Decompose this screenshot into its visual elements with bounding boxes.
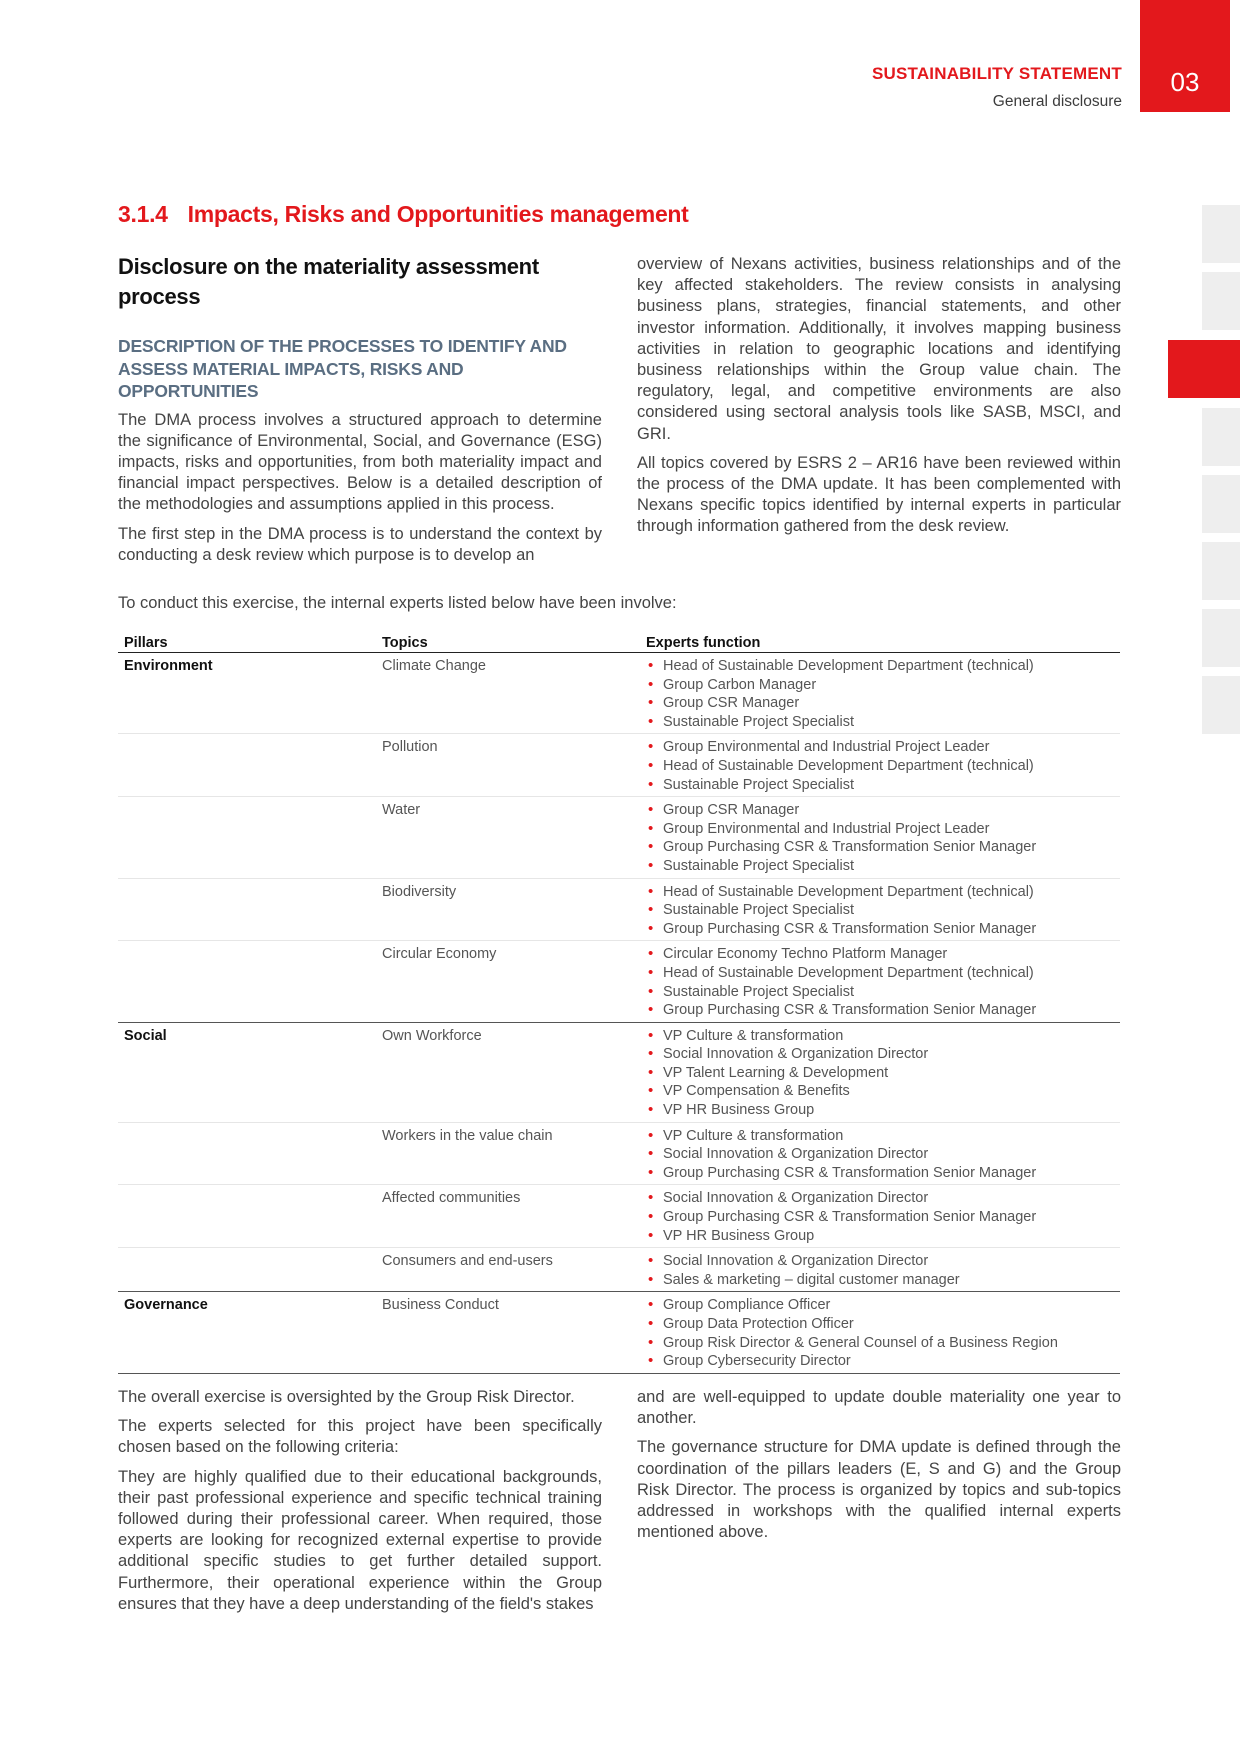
section-title xyxy=(118,201,689,228)
right-column-top xyxy=(637,254,1121,546)
table-body xyxy=(118,653,1120,1374)
subsection-subheading: DESCRIPTION OF THE PROCESSES TO IDENTIFY AND ASSESS MATERIAL IMPACTS, RISKS AND OPPORTUNITIES xyxy=(118,336,567,401)
topic-cell: Affected communities xyxy=(382,1190,521,1207)
experts-list xyxy=(646,1127,1120,1183)
topic-cell: Biodiversity xyxy=(382,883,457,900)
pillar-cell xyxy=(118,801,382,875)
side-tab-5 xyxy=(1202,475,1240,533)
experts-list xyxy=(646,945,1120,1019)
left-column-bottom xyxy=(118,1387,602,1623)
expert-list-item: • Group Purchasing CSR & Transformation Senior Manager xyxy=(646,1164,1120,1183)
pillar-cell: Environment xyxy=(124,658,213,674)
pillar-group xyxy=(118,653,1120,1023)
table-row xyxy=(118,879,1120,942)
expert-list-item: • Sustainable Project Specialist xyxy=(646,983,1120,1002)
table-row xyxy=(118,1185,1120,1248)
side-tab-active xyxy=(1168,340,1240,398)
experts-list xyxy=(646,1189,1120,1245)
topic-cell: Climate Change xyxy=(382,658,486,674)
expert-list-item: • VP Culture & transformation xyxy=(646,1127,1120,1146)
paragraph: The overall exercise is oversighted by the Group Risk Director. xyxy=(118,1388,575,1406)
topic-cell: Pollution xyxy=(382,739,438,756)
right-column-bottom xyxy=(637,1387,1121,1551)
running-header-subtitle: General disclosure xyxy=(992,93,1122,110)
experts-list xyxy=(646,801,1120,875)
pillar-cell xyxy=(118,883,382,939)
paragraph: They are highly qualified due to their educational backgrounds, their past professional experience and specific technical training followed during their professional career. When required, those experts are looking for recognized external expertise to provide additional specific studies to get further detailed support. Furthermore, their operational experience within the Group ensures that they have a deep understanding of the field's stakes xyxy=(118,1467,602,1613)
experts-list xyxy=(646,1296,1120,1370)
pillar-group xyxy=(118,1023,1120,1293)
paragraph: The governance structure for DMA update is defined through the coordination of the pillars leaders (E, S and G) and the Group Risk Director. The process is organized by topics and sub-topics addressed in workshops with the qualified internal experts mentioned above. xyxy=(637,1438,1121,1542)
table-intro: To conduct this exercise, the internal experts listed below have been involve: xyxy=(118,594,677,612)
expert-list-item: • Head of Sustainable Development Department (technical) xyxy=(646,657,1120,676)
expert-list-item: • Group Purchasing CSR & Transformation Senior Manager xyxy=(646,1001,1120,1020)
expert-list-item: • VP HR Business Group xyxy=(646,1227,1120,1246)
table-row xyxy=(118,734,1120,797)
chapter-number: 03 xyxy=(1170,67,1200,97)
column-header-topics: Topics xyxy=(382,635,428,651)
expert-list-item: • Social Innovation & Organization Director xyxy=(646,1045,1120,1064)
side-tab-8 xyxy=(1202,676,1240,734)
expert-list-item: • Head of Sustainable Development Department (technical) xyxy=(646,757,1120,776)
expert-list-item: • Social Innovation & Organization Director xyxy=(646,1252,1120,1271)
expert-list-item: • VP Compensation & Benefits xyxy=(646,1082,1120,1101)
experts-cell xyxy=(646,801,1120,875)
expert-list-item: • VP Culture & transformation xyxy=(646,1027,1120,1046)
expert-list-item: • Sustainable Project Specialist xyxy=(646,857,1120,876)
side-tab-1 xyxy=(1202,205,1240,263)
expert-list-item: • Sales & marketing – digital customer manager xyxy=(646,1271,1120,1290)
left-column-top xyxy=(118,252,602,574)
side-tab-2 xyxy=(1202,272,1240,330)
experts-list xyxy=(646,1027,1120,1120)
table-row xyxy=(118,653,1120,734)
paragraph: All topics covered by ESRS 2 – AR16 have been reviewed within the process of the DMA update. It has been complemented with Nexans specific topics identified by internal experts in particular through information gathered from the desk review. xyxy=(637,453,1121,536)
expert-list-item: • Group Cybersecurity Director xyxy=(646,1352,1120,1371)
subsection-heading: Disclosure on the materiality assessment process xyxy=(118,254,539,309)
experts-cell xyxy=(646,1252,1120,1289)
expert-list-item: • VP Talent Learning & Development xyxy=(646,1064,1120,1083)
table-row xyxy=(118,1292,1120,1372)
table-row xyxy=(118,1248,1120,1291)
running-header-title: SUSTAINABILITY STATEMENT xyxy=(871,64,1122,83)
paragraph: The DMA process involves a structured approach to determine the significance of Environmental, Social, and Governance (ESG) impacts, risks and opportunities, from both materiality impact and financial impact perspectives. Below is a detailed description of the methodologies and assumptions applied in this process. xyxy=(118,410,602,514)
pillar-cell xyxy=(118,738,382,794)
expert-list-item: • Head of Sustainable Development Department (technical) xyxy=(646,964,1120,983)
side-tab-4 xyxy=(1202,408,1240,466)
experts-list xyxy=(646,738,1120,794)
expert-list-item: • Sustainable Project Specialist xyxy=(646,901,1120,920)
expert-list-item: • Group Environmental and Industrial Project Leader xyxy=(646,738,1120,757)
section-title-text: Impacts, Risks and Opportunities management xyxy=(187,201,689,227)
expert-list-item: • Group Purchasing CSR & Transformation Senior Manager xyxy=(646,920,1120,939)
expert-list-item: • Group Environmental and Industrial Project Leader xyxy=(646,820,1120,839)
pillar-cell xyxy=(118,1189,382,1245)
experts-cell xyxy=(646,1189,1120,1245)
expert-list-item: • Group Compliance Officer xyxy=(646,1296,1120,1315)
table-row xyxy=(118,797,1120,878)
topic-cell: Circular Economy xyxy=(382,946,497,963)
expert-list-item: • Sustainable Project Specialist xyxy=(646,776,1120,795)
expert-list-item: • Social Innovation & Organization Director xyxy=(646,1189,1120,1208)
pillar-group xyxy=(118,1292,1120,1373)
expert-list-item: • Group Data Protection Officer xyxy=(646,1315,1120,1334)
topic-cell: Workers in the value chain xyxy=(382,1127,553,1144)
expert-list-item: • VP HR Business Group xyxy=(646,1101,1120,1120)
expert-list-item: • Group CSR Manager xyxy=(646,801,1120,820)
experts-list xyxy=(646,657,1120,731)
experts-cell xyxy=(646,1296,1120,1370)
side-tab-6 xyxy=(1202,542,1240,600)
pillar-cell xyxy=(118,1252,382,1289)
expert-list-item: • Group Purchasing CSR & Transformation Senior Manager xyxy=(646,1208,1120,1227)
topic-cell: Business Conduct xyxy=(382,1297,499,1314)
experts-cell xyxy=(646,883,1120,939)
expert-list-item: • Circular Economy Techno Platform Manager xyxy=(646,945,1120,964)
experts-cell xyxy=(646,738,1120,794)
experts-cell xyxy=(646,657,1120,731)
topic-cell: Consumers and end-users xyxy=(382,1253,553,1270)
paragraph: The first step in the DMA process is to understand the context by conducting a desk review which purpose is to develop an xyxy=(118,524,602,564)
table-row xyxy=(118,941,1120,1021)
table-row xyxy=(118,1123,1120,1186)
paragraph: and are well-equipped to update double materiality one year to another. xyxy=(637,1388,1121,1428)
paragraph: overview of Nexans activities, business relationships and of the key affected stakeholders. The review consists in analysing business plans, strategies, financial statements, and other investor information. Additionally, it involves mapping business activities in relation to geographic locations and identifying business relationships within the Group value chain. The regulatory, legal, and competitive environments are also considered using sectoral analysis tools like SASB, MSCI, and GRI. xyxy=(637,255,1121,443)
experts-list xyxy=(646,1252,1120,1289)
pillar-cell xyxy=(118,1127,382,1183)
experts-table xyxy=(118,626,1120,1374)
topic-cell: Own Workforce xyxy=(382,1027,482,1044)
side-tab-7 xyxy=(1202,609,1240,667)
expert-list-item: • Group Purchasing CSR & Transformation Senior Manager xyxy=(646,838,1120,857)
expert-list-item: • Group Risk Director & General Counsel of a Business Region xyxy=(646,1334,1120,1353)
experts-cell xyxy=(646,1027,1120,1120)
table-header-row xyxy=(118,626,1120,653)
expert-list-item: • Sustainable Project Specialist xyxy=(646,713,1120,732)
expert-list-item: • Social Innovation & Organization Director xyxy=(646,1145,1120,1164)
experts-cell xyxy=(646,945,1120,1019)
pillar-cell xyxy=(118,945,382,1019)
column-header-pillars: Pillars xyxy=(124,635,168,651)
table-row xyxy=(118,1023,1120,1123)
section-number: 3.1.4 xyxy=(118,201,168,227)
pillar-cell: Social xyxy=(124,1027,167,1044)
experts-cell xyxy=(646,1127,1120,1183)
chapter-tab xyxy=(1140,0,1230,112)
experts-list xyxy=(646,883,1120,939)
paragraph: The experts selected for this project have been specifically chosen based on the following criteria: xyxy=(118,1417,602,1457)
expert-list-item: • Group CSR Manager xyxy=(646,694,1120,713)
pillar-cell: Governance xyxy=(124,1297,208,1314)
expert-list-item: • Group Carbon Manager xyxy=(646,676,1120,695)
expert-list-item: • Head of Sustainable Development Department (technical) xyxy=(646,883,1120,902)
topic-cell: Water xyxy=(382,802,421,819)
column-header-experts: Experts function xyxy=(646,635,761,651)
